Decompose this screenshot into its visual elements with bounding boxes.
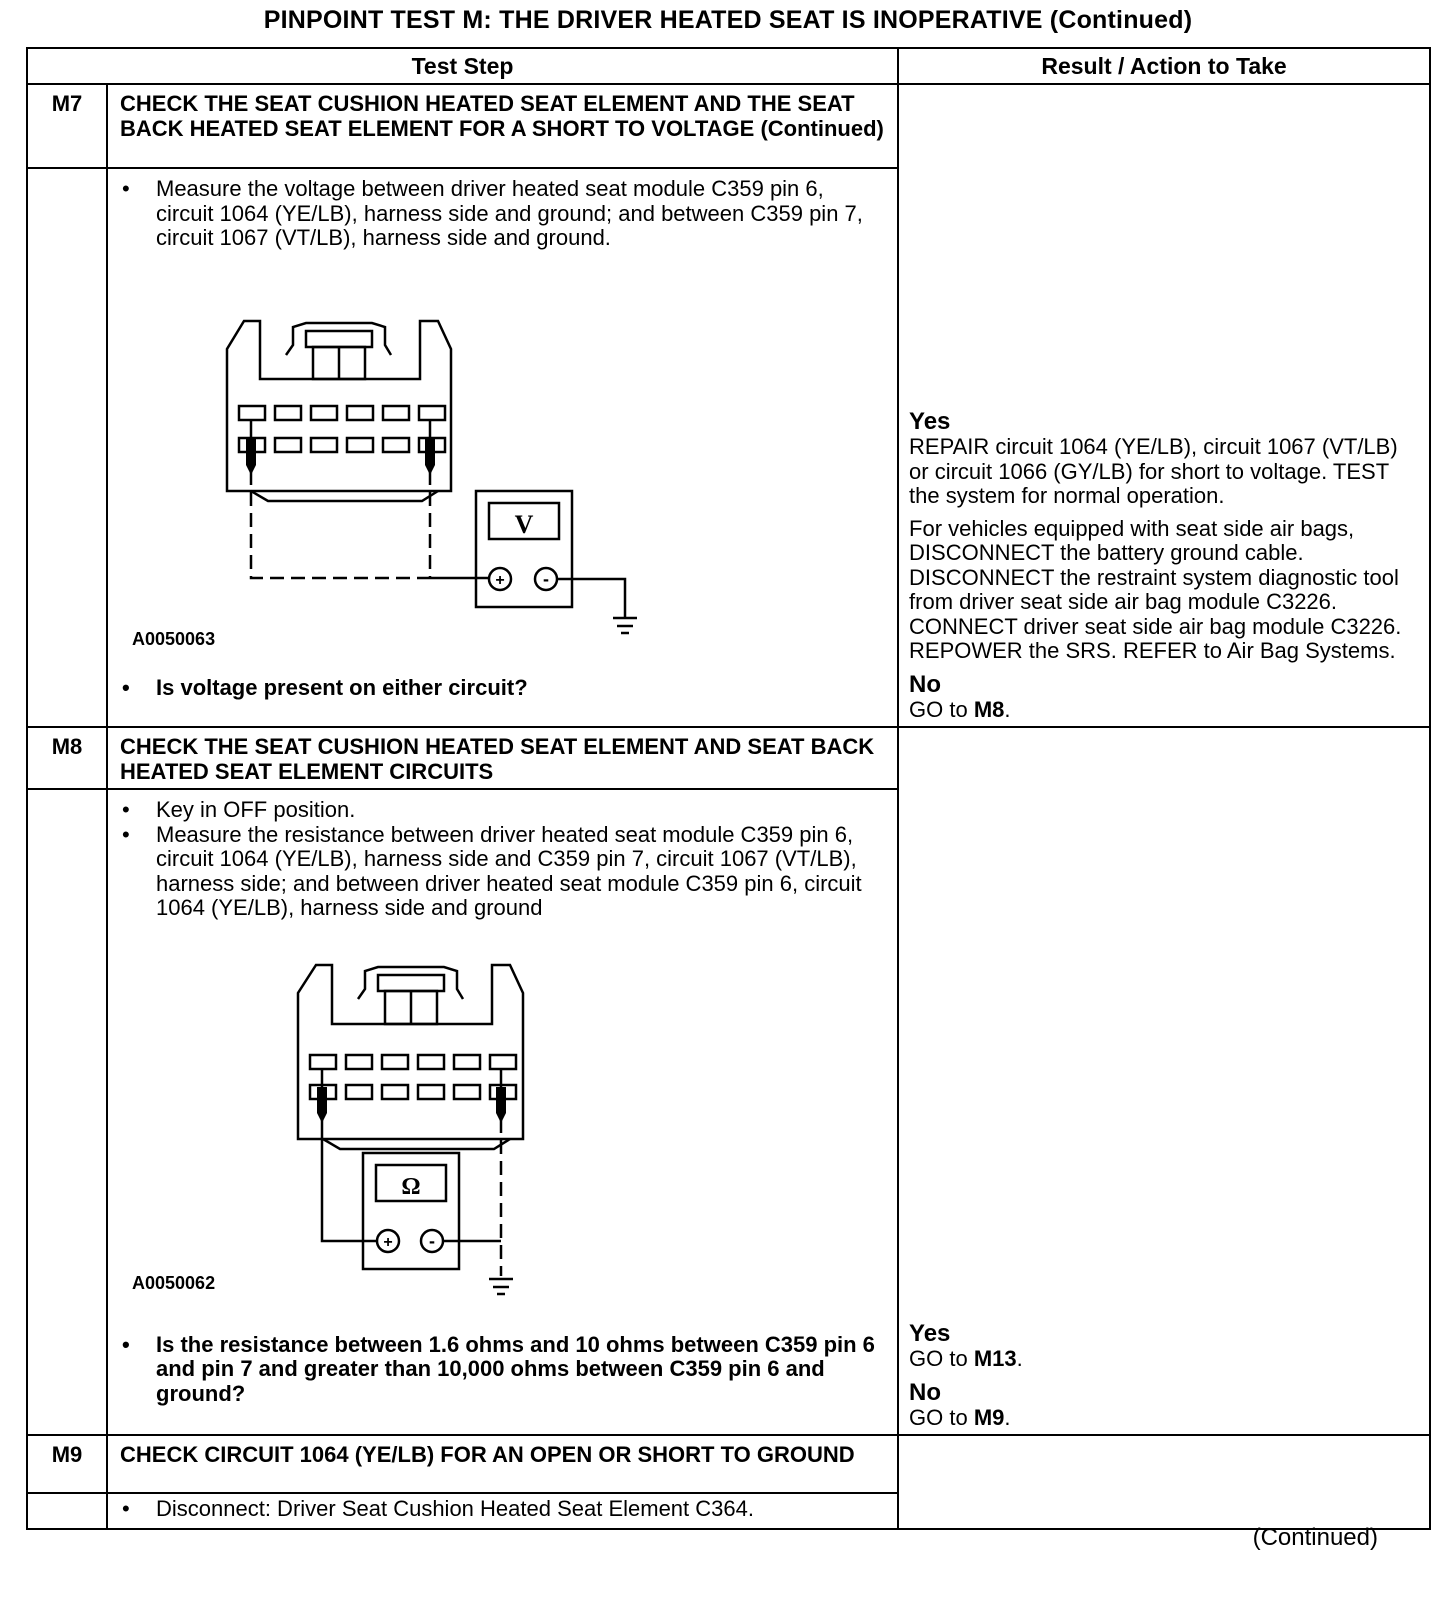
list-item: • Measure the resistance between driver heated seat module C359 pin 6, circuit 1064 (YE/LB), harness side and C359 pin 7, circuit 1067 (VT/LB), harness side; and between driver heated seat module C359 pin 6, circuit 1064 (YE/LB), harness side and ground: [122, 821, 862, 920]
page-title: PINPOINT TEST M: THE DRIVER HEATED SEAT IS INOPERATIVE (Continued): [263, 6, 1193, 34]
continued-footer: (Continued): [1252, 1524, 1378, 1551]
step-m8-result: [898, 727, 1430, 1435]
goto-link-m9[interactable]: M9: [973, 1404, 1005, 1430]
step-id: M8: [27, 727, 107, 789]
list-item: • Measure the voltage between driver heated seat module C359 pin 6, circuit 1064 (YE/LB), harness side and ground; and between C359 pin 7, circuit 1067 (VT/LB), harness side and ground.: [122, 176, 863, 250]
step-title: CHECK THE SEAT CUSHION HEATED SEAT ELEMENT AND SEAT BACK HEATED SEAT ELEMENT CIRCUITS: [107, 727, 898, 789]
goto-link-m8[interactable]: M8: [973, 696, 1005, 722]
step-title: CHECK CIRCUIT 1064 (YE/LB) FOR AN OPEN OR SHORT TO GROUND: [107, 1435, 898, 1493]
table-header-row: [27, 48, 1430, 84]
column-header-test-step: Test Step: [27, 48, 898, 84]
step-m9-body: [107, 1493, 898, 1529]
step-id: M9: [27, 1435, 107, 1493]
column-header-result: Result / Action to Take: [898, 48, 1430, 84]
pinpoint-test-table: [26, 47, 1431, 1530]
step-m7-title-row: [27, 84, 1430, 168]
step-id: M7: [27, 84, 107, 168]
step-question: • Is the resistance between 1.6 ohms and 10 ohms between C359 pin 6 and pin 7 and greater than 10,000 ohms between C359 pin 6 and ground?: [122, 1331, 875, 1406]
step-m8-title-row: [27, 727, 1430, 789]
result-no-text: GO to M8.: [909, 696, 1011, 722]
result-yes-text: REPAIR circuit 1064 (YE/LB), circuit 1067 (VT/LB) or circuit 1066 (GY/LB) for short to voltage. TEST the system for normal operation.: [909, 434, 1398, 508]
voltmeter-connector-diagram: [120, 251, 887, 676]
result-yes-label: Yes: [909, 408, 951, 435]
result-yes-text: GO to M13.: [909, 1346, 1023, 1371]
step-m7-result: [898, 84, 1430, 727]
result-no-label: No: [909, 670, 942, 698]
svg-text:-: -: [543, 568, 549, 589]
step-title: CHECK THE SEAT CUSHION HEATED SEAT ELEMENT AND THE SEAT BACK HEATED SEAT ELEMENT FOR A SHORT TO VOLTAGE (Continued): [107, 84, 898, 168]
svg-text:-: -: [429, 1230, 435, 1251]
result-no-text: GO to M9.: [909, 1404, 1011, 1430]
svg-text:+: +: [383, 1233, 393, 1251]
step-m7-body: [107, 168, 898, 727]
step-m8-body: [107, 789, 898, 1435]
figure-id: A0050062: [132, 1272, 216, 1293]
list-item: • Key in OFF position.: [122, 797, 356, 822]
result-yes-text-2: For vehicles equipped with seat side air bags, DISCONNECT the battery ground cable. DISCONNECT the restraint system diagnostic tool from driver seat side air bag module C3226. CONNECT driver seat side air bag module C3226. REPOWER the SRS. REFER to Air Bag Systems.: [909, 515, 1402, 663]
step-m9-result: [898, 1435, 1430, 1529]
goto-link-m13[interactable]: M13: [973, 1346, 1017, 1371]
result-yes-label: Yes: [909, 1320, 951, 1347]
ohmmeter-connector-diagram: [120, 921, 887, 1333]
step-m9-title-row: [27, 1435, 1430, 1493]
meter-symbol-v: V: [514, 509, 534, 539]
meter-symbol-ohm: Ω: [401, 1173, 421, 1200]
list-item: • Disconnect: Driver Seat Cushion Heated Seat Element C364.: [122, 1496, 754, 1521]
result-no-label: No: [909, 1378, 942, 1406]
step-question: • Is voltage present on either circuit?: [122, 674, 528, 700]
svg-text:+: +: [495, 571, 505, 589]
figure-id: A0050063: [132, 628, 216, 649]
